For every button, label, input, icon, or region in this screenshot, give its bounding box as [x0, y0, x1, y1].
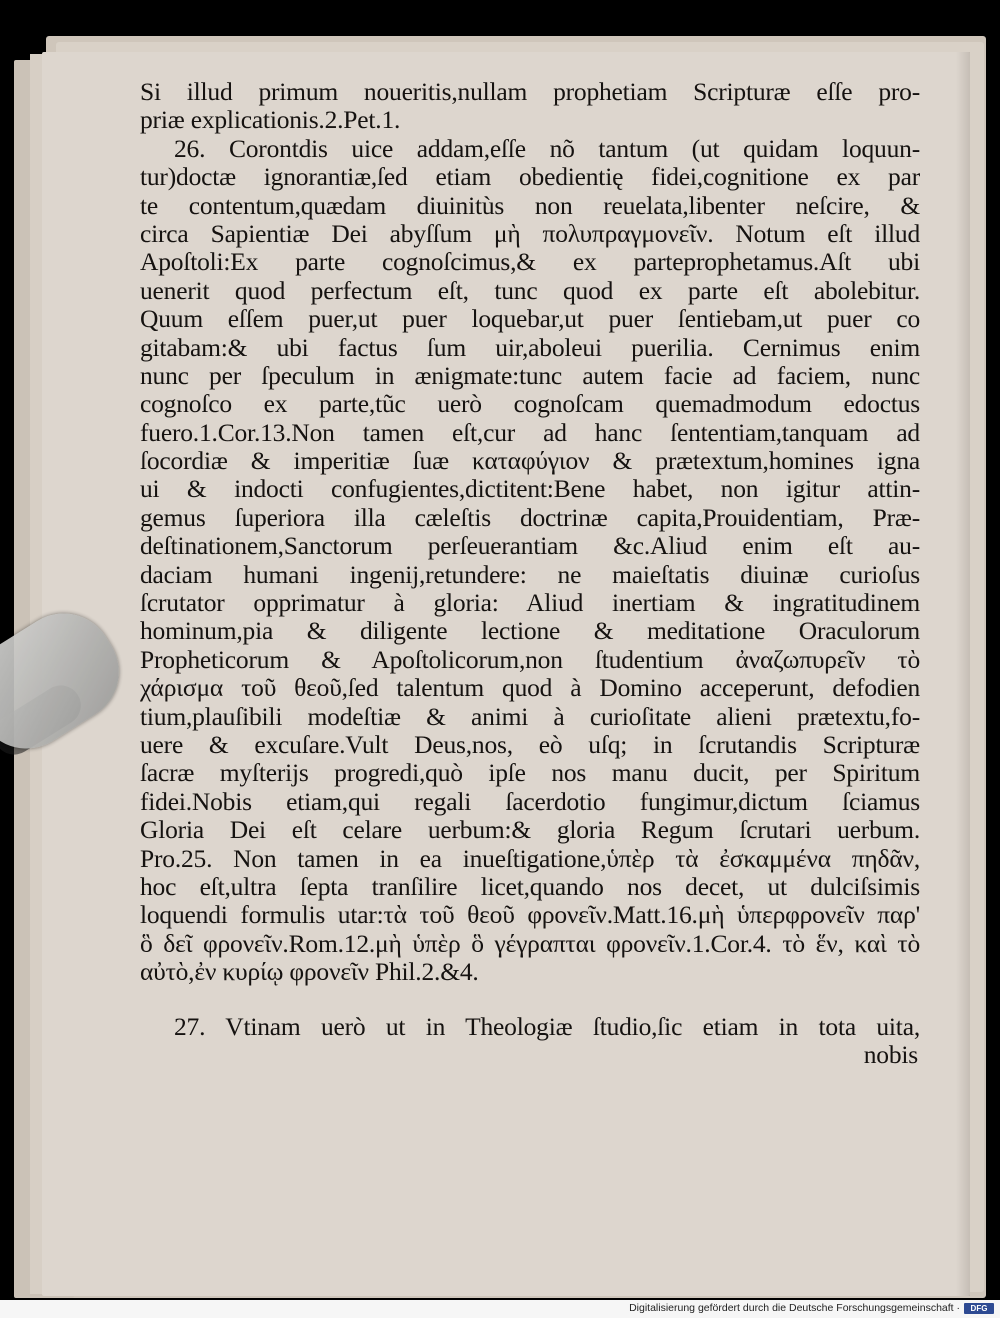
text-line: Gloria Dei eſt celare uerbum:& gloria Regum ſcrutari uerbum.: [140, 816, 920, 845]
text-line: hominum,pia & diligente lectione & meditatione Oraculorum: [140, 617, 920, 646]
text-line: gemus ſuperiora illa cæleſtis doctrinæ capita,Prouidentiam, Præ-: [140, 503, 920, 532]
footer-bar: [0, 1300, 1000, 1318]
text-line: fuero.1.Cor.13.Non tamen eſt,cur ad hanc ſententiam,tanquam ad: [140, 418, 920, 447]
text-line: Apoſtoli:Ex parte cognoſcimus,& ex parteprophetamus.Aſt ubi: [140, 248, 920, 277]
text-line: ui & indocti confugientes,dictitent:Bene habet, non igitur attin-: [140, 475, 920, 504]
text-line: tium,plauſibili modeſtiæ & animi à curioſitate alieni prætextu,fo-: [140, 702, 920, 731]
text-line: χάρισμα τοῦ θεοῦ,ſed talentum quod à Domino acceperunt, defodien: [140, 674, 920, 703]
text-line: ſcrutator opprimatur à gloria: Aliud inertiam & ingratitudinem: [140, 589, 920, 618]
text-line: nunc per ſpeculum in ænigmate:tunc autem facie ad faciem, nunc: [140, 361, 920, 390]
paragraph-gap: [140, 987, 920, 1013]
text-line: ſocordiæ & imperitiæ ſuæ καταφύγιον & prætextum,homines igna: [140, 447, 920, 476]
text-line: te contentum,quædam diuinitùs non reuelata,libenter neſcire, &: [140, 191, 920, 220]
text-line: Pro.25. Non tamen in ea inueſtigatione,ὑπὲρ τὰ ἐσκαμμένα πηδᾶν,: [140, 844, 920, 873]
text-line: deſtinationem,Sanctorum perſeuerantiam &c.Aliud enim eſt au-: [140, 532, 920, 561]
text-line: ὃ δεῖ φρονεῖν.Rom.12.μὴ ὑπὲρ ὃ γέγραπται φρονεῖν.1.Cor.4. τὸ ἕν, καὶ τὸ: [140, 929, 920, 958]
text-line: αὐτὸ,ἐν κυρίῳ φρονεῖν Phil.2.&4.: [140, 957, 479, 987]
funding-credit: Digitalisierung gefördert durch die Deutsche Forschungsgemeinschaft ·: [629, 1302, 960, 1314]
text-line: cognoſco ex parte,tũc uerò cognoſcam quemadmodum edoctus: [140, 390, 920, 419]
text-line: ſacræ myſterijs progredi,quò ipſe nos manu ducit, per Spiritum: [140, 759, 920, 788]
text-line: gitabam:& ubi factus ſum uir,aboleui puerilia. Cernimus enim: [140, 333, 920, 362]
text-line: fidei.Nobis etiam,qui regali ſacerdotio fungimur,dictum ſciamus: [140, 787, 920, 816]
paragraph-27-start: 27. Vtinam uerò ut in Theologiæ ſtudio,ſic etiam in tota uita,: [174, 1012, 920, 1041]
text-line: circa Sapientiæ Dei abyſſum μὴ πολυπραγμονεῖν. Notum eſt illud: [140, 219, 920, 248]
dfg-logo: DFG: [964, 1303, 994, 1314]
text-line: uere & excuſare.Vult Deus,nos, eò uſq; in ſcrutandis Scripturæ: [140, 730, 920, 759]
text-line: Propheticorum & Apoſtolicorum,non ſtudentium ἀναζωπυρεῖν τὸ: [140, 645, 920, 674]
text-line: hoc eſt,ultra ſepta tranſilire licet,quando nos decet, ut dulciſsimis: [140, 872, 920, 901]
text-line: loquendi formulis utar:τὰ τοῦ θεοῦ φρονεῖν.Matt.16.μὴ ὑπερφρονεῖν παρ': [140, 901, 920, 930]
text-line: priæ explicationis.2.Pet.1.: [140, 105, 401, 135]
page-text: [140, 78, 920, 1069]
text-line: daciam humani ingenij,retundere: ne maieſtatis diuinæ curioſus: [140, 560, 920, 589]
paragraph-26-start: 26. Corontdis uice addam,eſſe nõ tantum (ut quidam loquun-: [174, 134, 920, 163]
text-line: Si illud primum noueritis,nullam prophetiam Scripturæ eſſe pro-: [140, 78, 920, 106]
catchword: nobis: [863, 1039, 918, 1069]
text-line: Quum eſſem puer,ut puer loquebar,ut puer ſentiebam,ut puer co: [140, 305, 920, 334]
text-line: uenerit quod perfectum eſt, tunc quod ex parte eſt abolebitur.: [140, 276, 920, 305]
text-line: tur)doctæ ignorantiæ,ſed etiam obedientię fidei,cognitione ex par: [140, 163, 920, 192]
